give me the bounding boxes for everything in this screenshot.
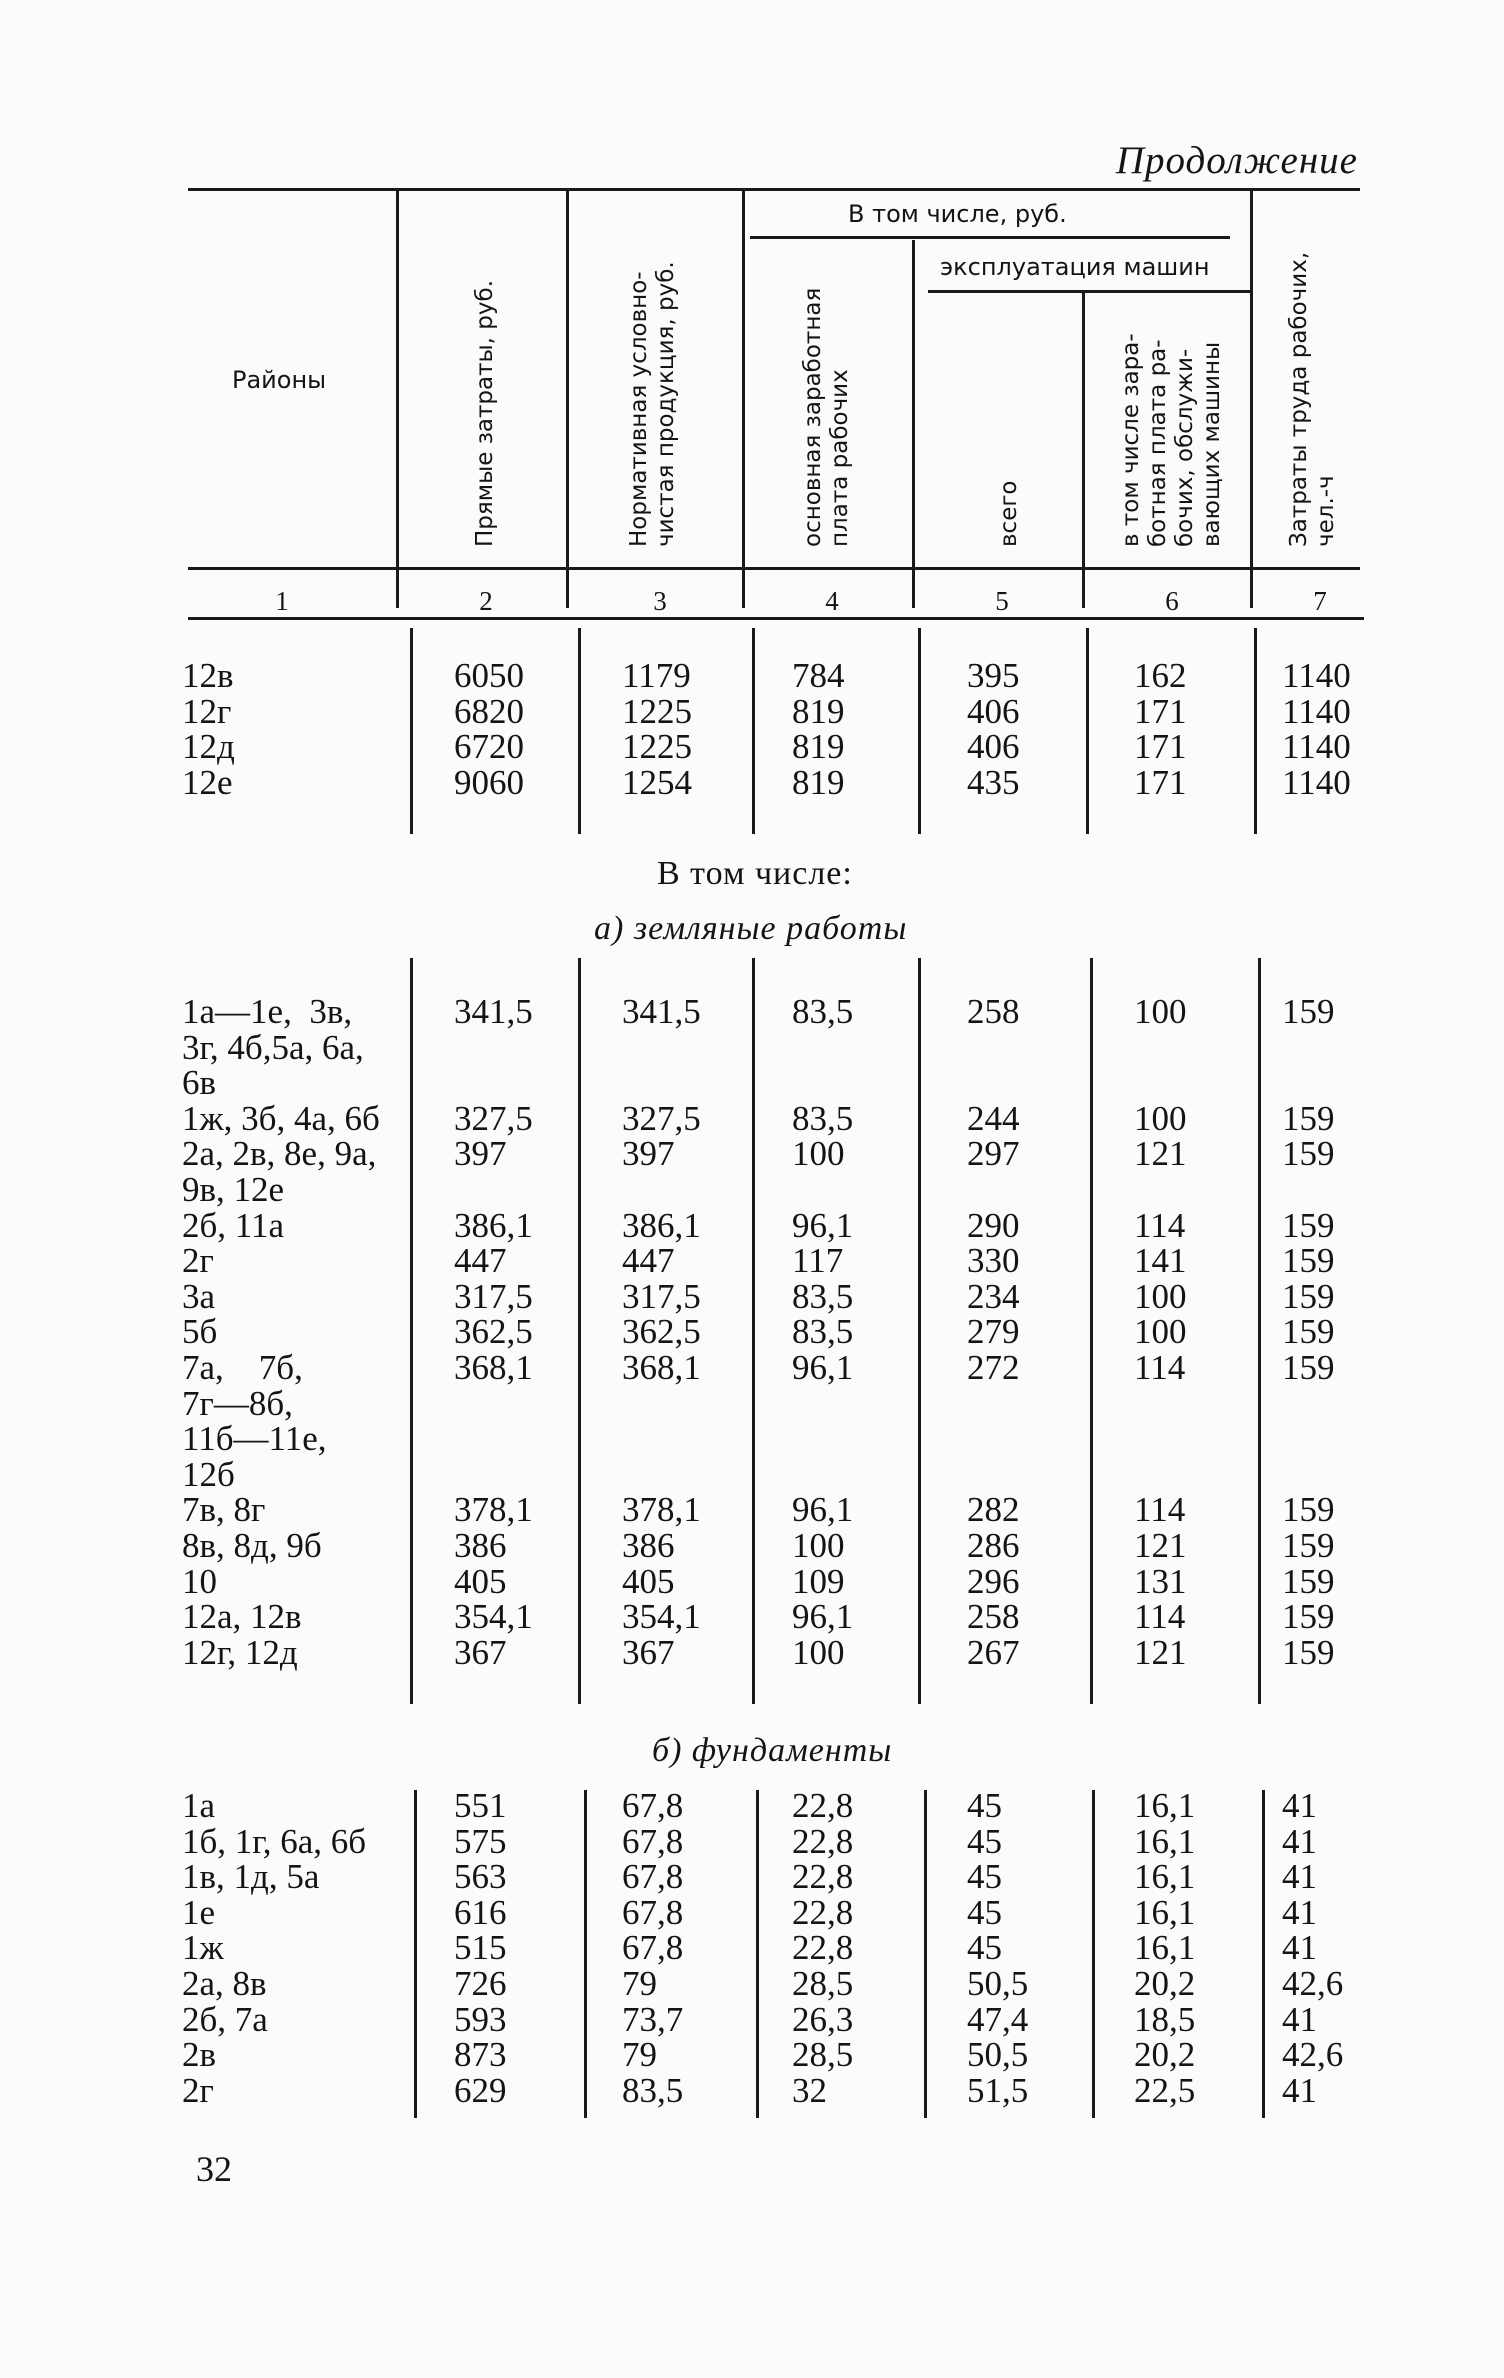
district-cell	[182, 1136, 406, 1207]
value-cell: 32	[792, 2070, 827, 2110]
value-cell: 1254	[622, 762, 692, 802]
value-cell: 96,1	[792, 1597, 854, 1637]
table-row	[182, 1928, 1317, 1968]
header-divider-3	[742, 190, 745, 608]
value-cell: 159	[1282, 1632, 1335, 1672]
value-cell: 397	[622, 1134, 675, 1174]
labor-costs-header: Затраты труда рабочих, чел.-ч	[1286, 251, 1339, 547]
district-cell	[182, 1892, 406, 1932]
value-cell: 16,1	[1134, 1821, 1196, 1861]
district-line: 2б, 7а	[182, 1999, 268, 2039]
value-cell: 100	[1134, 1276, 1187, 1316]
value-cell: 1140	[1282, 691, 1351, 731]
value-cell: 20,2	[1134, 1963, 1196, 2003]
value-cell: 100	[1134, 992, 1187, 1031]
value-cell: 362,5	[454, 1312, 533, 1352]
value-cell: 114	[1134, 1347, 1186, 1387]
table-row	[182, 1205, 1335, 1245]
district-line: 6в	[182, 1063, 217, 1103]
table-row	[182, 2070, 1317, 2110]
foundations-divider-6	[1262, 1790, 1265, 2118]
header-divider-5	[1082, 292, 1085, 608]
value-cell: 819	[792, 762, 845, 802]
header-divider-2	[566, 190, 569, 608]
earthworks-title: а) земляные работы	[594, 910, 908, 947]
value-cell: 45	[967, 1821, 1002, 1861]
value-cell: 159	[1282, 1098, 1335, 1138]
including-label: В том числе:	[657, 855, 853, 892]
value-cell: 121	[1134, 1525, 1187, 1565]
value-cell: 42,6	[1282, 1963, 1344, 2003]
value-cell: 290	[967, 1205, 1020, 1245]
table-row	[182, 1276, 1335, 1316]
value-cell: 551	[454, 1786, 507, 1825]
table-row	[182, 1525, 1335, 1565]
district-line: 12а, 12в	[182, 1597, 302, 1637]
district-line: 1в, 1д, 5а	[182, 1857, 320, 1897]
main-divider-1	[410, 628, 413, 834]
value-cell: 395	[967, 656, 1020, 695]
districts-header: Районы	[232, 366, 327, 394]
value-cell: 6720	[454, 727, 524, 767]
district-line: 2в	[182, 2035, 217, 2075]
header-divider-1	[396, 190, 399, 608]
base-wages-header: основная заработная плата рабочих	[800, 287, 853, 547]
district-cell	[182, 1276, 406, 1316]
header-top-rule	[188, 188, 1360, 191]
value-cell: 50,5	[967, 2035, 1029, 2075]
district-line: 1е	[182, 1892, 216, 1932]
table-row	[182, 1597, 1335, 1637]
value-cell: 873	[454, 2035, 507, 2075]
value-cell: 114	[1134, 1490, 1186, 1530]
value-cell: 171	[1134, 727, 1187, 767]
district-cell	[182, 1314, 406, 1350]
foundations-divider-3	[756, 1790, 759, 2118]
district-line: 1ж, 3б, 4а, 6б	[182, 1098, 380, 1138]
value-cell: 79	[622, 1963, 657, 2003]
district-line: 10	[182, 1561, 217, 1601]
district-line: 11б—11е,	[182, 1419, 327, 1459]
value-cell: 629	[454, 2070, 507, 2110]
main-divider-3	[752, 628, 755, 834]
value-cell: 327,5	[622, 1098, 701, 1138]
district-cell	[182, 1999, 406, 2039]
value-cell: 171	[1134, 691, 1187, 731]
district-line: 1ж	[182, 1928, 224, 1968]
total-header: всего	[996, 480, 1022, 547]
value-cell: 18,5	[1134, 1999, 1196, 2039]
value-cell: 515	[454, 1928, 507, 1968]
district-cell	[182, 1930, 406, 1966]
value-cell: 279	[967, 1312, 1020, 1352]
foundations-table	[182, 1786, 1344, 2110]
value-cell: 117	[792, 1241, 844, 1281]
value-cell: 45	[967, 1928, 1002, 1968]
district-line: 1б, 1г, 6а, 6б	[182, 1821, 367, 1861]
value-cell: 405	[454, 1561, 507, 1601]
value-cell: 397	[454, 1134, 507, 1174]
value-cell: 100	[792, 1632, 845, 1672]
earthworks-divider-2	[578, 958, 581, 1704]
normative-products-header: Нормативная условно- чистая продукция, руб.	[626, 261, 679, 547]
value-cell: 354,1	[454, 1597, 533, 1637]
header-divider-4	[912, 240, 915, 608]
value-cell: 367	[622, 1632, 675, 1672]
column-number-5: 5	[995, 586, 1009, 616]
continued-label: Продолжение	[1115, 139, 1358, 182]
district-line: 12е	[182, 762, 233, 802]
value-cell: 96,1	[792, 1347, 854, 1387]
value-cell: 447	[454, 1241, 507, 1281]
value-cell: 20,2	[1134, 2035, 1196, 2075]
district-line: 2а, 8в	[182, 1963, 267, 2003]
district-cell	[182, 729, 406, 765]
value-cell: 159	[1282, 1347, 1335, 1387]
including-rule	[750, 236, 1230, 239]
earthworks-divider-3	[752, 958, 755, 1704]
value-cell: 386	[622, 1525, 675, 1565]
district-line: 1а	[182, 1786, 216, 1825]
including-header: В том числе, руб.	[848, 200, 1067, 228]
foundations-divider-4	[924, 1790, 927, 2118]
value-cell: 258	[967, 992, 1020, 1031]
district-cell	[182, 1098, 406, 1138]
value-cell: 297	[967, 1134, 1020, 1174]
value-cell: 109	[792, 1561, 845, 1601]
table-row	[182, 2035, 1344, 2075]
value-cell: 28,5	[792, 2035, 854, 2075]
column-number-4: 4	[825, 586, 839, 616]
value-cell: 16,1	[1134, 1892, 1196, 1932]
value-cell: 22,8	[792, 1857, 854, 1897]
value-cell: 234	[967, 1276, 1020, 1316]
district-cell	[182, 1788, 406, 1824]
value-cell: 141	[1134, 1241, 1187, 1281]
table-row	[182, 1786, 1317, 1825]
earthworks-divider-1	[410, 958, 413, 1704]
value-cell: 784	[792, 656, 845, 695]
value-cell: 1179	[622, 656, 691, 695]
value-cell: 159	[1282, 1276, 1335, 1316]
value-cell: 1225	[622, 727, 692, 767]
value-cell: 162	[1134, 656, 1187, 695]
value-cell: 1140	[1282, 656, 1351, 695]
table-row	[182, 1857, 1317, 1897]
value-cell: 272	[967, 1347, 1020, 1387]
value-cell: 22,8	[792, 1892, 854, 1932]
value-cell: 41	[1282, 1892, 1317, 1932]
value-cell: 41	[1282, 1928, 1317, 1968]
value-cell: 73,7	[622, 1999, 684, 2039]
district-cell	[182, 2037, 406, 2073]
district-cell	[182, 1525, 406, 1565]
table-row	[182, 1241, 1335, 1281]
district-line: 1а—1е, 3в,	[182, 992, 353, 1031]
main-divider-6	[1254, 628, 1257, 834]
value-cell: 1140	[1282, 762, 1351, 802]
value-cell: 296	[967, 1561, 1020, 1601]
value-cell: 41	[1282, 1857, 1317, 1897]
value-cell: 67,8	[622, 1821, 684, 1861]
value-cell: 341,5	[454, 992, 533, 1031]
value-cell: 47,4	[967, 1999, 1029, 2039]
district-line: 5б	[182, 1312, 218, 1352]
value-cell: 6820	[454, 691, 524, 731]
direct-costs-header: Прямые затраты, руб.	[472, 279, 498, 547]
value-cell: 41	[1282, 1821, 1317, 1861]
value-cell: 819	[792, 691, 845, 731]
value-cell: 354,1	[622, 1597, 701, 1637]
value-cell: 435	[967, 762, 1020, 802]
district-cell	[182, 1205, 406, 1245]
value-cell: 22,8	[792, 1821, 854, 1861]
value-cell: 41	[1282, 1786, 1317, 1825]
value-cell: 131	[1134, 1561, 1187, 1601]
main-divider-5	[1086, 628, 1089, 834]
value-cell: 67,8	[622, 1786, 684, 1825]
value-cell: 28,5	[792, 1963, 854, 2003]
value-cell: 100	[792, 1525, 845, 1565]
district-cell	[182, 1821, 406, 1861]
value-cell: 244	[967, 1098, 1020, 1138]
district-cell	[182, 1492, 406, 1528]
foundations-divider-5	[1092, 1790, 1095, 2118]
district-cell	[182, 994, 406, 1101]
machine-wages-header: в том числе зара- ботная плата ра- бочих, обслужи- вающих машины	[1118, 333, 1225, 547]
value-cell: 378,1	[622, 1490, 701, 1530]
value-cell: 45	[967, 1786, 1002, 1825]
district-line: 12в	[182, 656, 234, 695]
district-cell	[182, 762, 406, 802]
column-number-3: 3	[653, 586, 667, 616]
earthworks-divider-6	[1258, 958, 1261, 1704]
value-cell: 67,8	[622, 1857, 684, 1897]
foundations-divider-1	[414, 1790, 417, 2118]
value-cell: 386	[454, 1525, 507, 1565]
district-line: 9в, 12е	[182, 1169, 285, 1209]
value-cell: 1140	[1282, 727, 1351, 767]
table-row	[182, 1134, 1335, 1209]
district-line: 2б, 11а	[182, 1205, 285, 1245]
value-cell: 330	[967, 1241, 1020, 1281]
value-cell: 405	[622, 1561, 675, 1601]
table-row	[182, 1312, 1335, 1352]
value-cell: 386,1	[454, 1205, 533, 1245]
table-row	[182, 1892, 1317, 1932]
value-cell: 83,5	[792, 1312, 854, 1352]
value-cell: 286	[967, 1525, 1020, 1565]
district-cell	[182, 1859, 406, 1895]
foundations-divider-2	[584, 1790, 587, 2118]
value-cell: 41	[1282, 1999, 1317, 2039]
value-cell: 45	[967, 1892, 1002, 1932]
value-cell: 79	[622, 2035, 657, 2075]
district-line: 8в, 8д, 9б	[182, 1525, 322, 1565]
value-cell: 159	[1282, 1525, 1335, 1565]
district-line: 3г, 4б,5а, 6а,	[182, 1027, 364, 1067]
value-cell: 1225	[622, 691, 692, 731]
table-row	[182, 1999, 1317, 2039]
value-cell: 367	[454, 1632, 507, 1672]
district-cell	[182, 1963, 406, 2003]
value-cell: 447	[622, 1241, 675, 1281]
value-cell: 22,5	[1134, 2070, 1196, 2110]
value-cell: 593	[454, 1999, 507, 2039]
district-line: 2а, 2в, 8е, 9а,	[182, 1134, 377, 1174]
earthworks-divider-5	[1090, 958, 1093, 1704]
value-cell: 114	[1134, 1597, 1186, 1637]
table-row	[182, 1347, 1335, 1494]
district-cell	[182, 2070, 406, 2110]
table-row	[182, 1098, 1335, 1138]
page-number: 32	[196, 2149, 232, 2189]
value-cell: 83,5	[792, 992, 854, 1031]
column-numbers-rule	[188, 617, 1364, 620]
main-table	[182, 656, 1351, 802]
value-cell: 100	[1134, 1098, 1187, 1138]
district-cell	[182, 1243, 406, 1279]
value-cell: 51,5	[967, 2070, 1029, 2110]
table-row	[182, 656, 1351, 695]
machine-operation-header: эксплуатация машин	[940, 253, 1210, 281]
value-cell: 16,1	[1134, 1857, 1196, 1897]
value-cell: 100	[792, 1134, 845, 1174]
value-cell: 16,1	[1134, 1786, 1196, 1825]
value-cell: 378,1	[454, 1490, 533, 1530]
value-cell: 386,1	[622, 1205, 701, 1245]
value-cell: 159	[1282, 1597, 1335, 1637]
value-cell: 50,5	[967, 1963, 1029, 2003]
value-cell: 41	[1282, 2070, 1317, 2110]
earthworks-divider-4	[918, 958, 921, 1704]
district-cell	[182, 1561, 406, 1601]
value-cell: 9060	[454, 762, 524, 802]
table-row	[182, 1632, 1335, 1672]
value-cell: 121	[1134, 1632, 1187, 1672]
value-cell: 159	[1282, 1241, 1335, 1281]
value-cell: 100	[1134, 1312, 1187, 1352]
district-line: 7а, 7б,	[182, 1347, 303, 1387]
value-cell: 16,1	[1134, 1928, 1196, 1968]
earthworks-table	[182, 992, 1335, 1672]
value-cell: 726	[454, 1963, 507, 2003]
value-cell: 406	[967, 691, 1020, 731]
value-cell: 114	[1134, 1205, 1186, 1245]
district-line: 12г, 12д	[182, 1632, 298, 1672]
column-number-2: 2	[479, 586, 493, 616]
district-cell	[182, 658, 406, 694]
value-cell: 575	[454, 1821, 507, 1861]
value-cell: 159	[1282, 1490, 1335, 1530]
value-cell: 159	[1282, 1134, 1335, 1174]
column-number-7: 7	[1313, 586, 1327, 616]
district-line: 2г	[182, 1241, 214, 1281]
value-cell: 6050	[454, 656, 524, 695]
value-cell: 616	[454, 1892, 507, 1932]
value-cell: 317,5	[622, 1276, 701, 1316]
value-cell: 362,5	[622, 1312, 701, 1352]
value-cell: 317,5	[454, 1276, 533, 1316]
value-cell: 341,5	[622, 992, 701, 1031]
machine-operation-rule	[928, 290, 1250, 293]
value-cell: 406	[967, 727, 1020, 767]
district-line: 7в, 8г	[182, 1490, 266, 1530]
value-cell: 159	[1282, 1561, 1335, 1601]
value-cell: 159	[1282, 1312, 1335, 1352]
table-row	[182, 1963, 1344, 2003]
value-cell: 368,1	[622, 1347, 701, 1387]
foundations-title: б) фундаменты	[652, 1732, 893, 1769]
value-cell: 819	[792, 727, 845, 767]
table-row	[182, 691, 1351, 731]
district-line: 12д	[182, 727, 235, 767]
value-cell: 159	[1282, 992, 1335, 1031]
table-row	[182, 727, 1351, 767]
value-cell: 26,3	[792, 1999, 854, 2039]
district-cell	[182, 1599, 406, 1635]
value-cell: 563	[454, 1857, 507, 1897]
value-cell: 121	[1134, 1134, 1187, 1174]
value-cell: 258	[967, 1597, 1020, 1637]
value-cell: 282	[967, 1490, 1020, 1530]
value-cell: 22,8	[792, 1928, 854, 1968]
district-line: 2г	[182, 2070, 214, 2110]
district-line: 12б	[182, 1454, 235, 1494]
column-number-6: 6	[1165, 586, 1179, 616]
value-cell: 67,8	[622, 1892, 684, 1932]
value-cell: 45	[967, 1857, 1002, 1897]
value-cell: 67,8	[622, 1928, 684, 1968]
district-cell	[182, 1632, 406, 1672]
table-row	[182, 762, 1351, 802]
district-line: 3а	[182, 1276, 216, 1316]
main-divider-4	[918, 628, 921, 834]
table-row	[182, 1561, 1335, 1601]
value-cell: 267	[967, 1632, 1020, 1672]
value-cell: 159	[1282, 1205, 1335, 1245]
district-cell	[182, 1347, 406, 1494]
value-cell: 368,1	[454, 1347, 533, 1387]
value-cell: 83,5	[792, 1276, 854, 1316]
value-cell: 96,1	[792, 1205, 854, 1245]
district-line: 12г	[182, 691, 232, 731]
value-cell: 96,1	[792, 1490, 854, 1530]
table-row	[182, 1490, 1335, 1530]
district-line: 7г—8б,	[182, 1383, 293, 1423]
district-cell	[182, 691, 406, 731]
table-row	[182, 992, 1335, 1103]
header-bottom-rule	[188, 567, 1360, 570]
table-row	[182, 1821, 1317, 1861]
value-cell: 83,5	[622, 2070, 684, 2110]
header-divider-6	[1250, 188, 1253, 608]
value-cell: 83,5	[792, 1098, 854, 1138]
main-divider-2	[578, 628, 581, 834]
value-cell: 327,5	[454, 1098, 533, 1138]
value-cell: 42,6	[1282, 2035, 1344, 2075]
value-cell: 22,8	[792, 1786, 854, 1825]
column-number-1: 1	[275, 586, 289, 616]
value-cell: 171	[1134, 762, 1187, 802]
